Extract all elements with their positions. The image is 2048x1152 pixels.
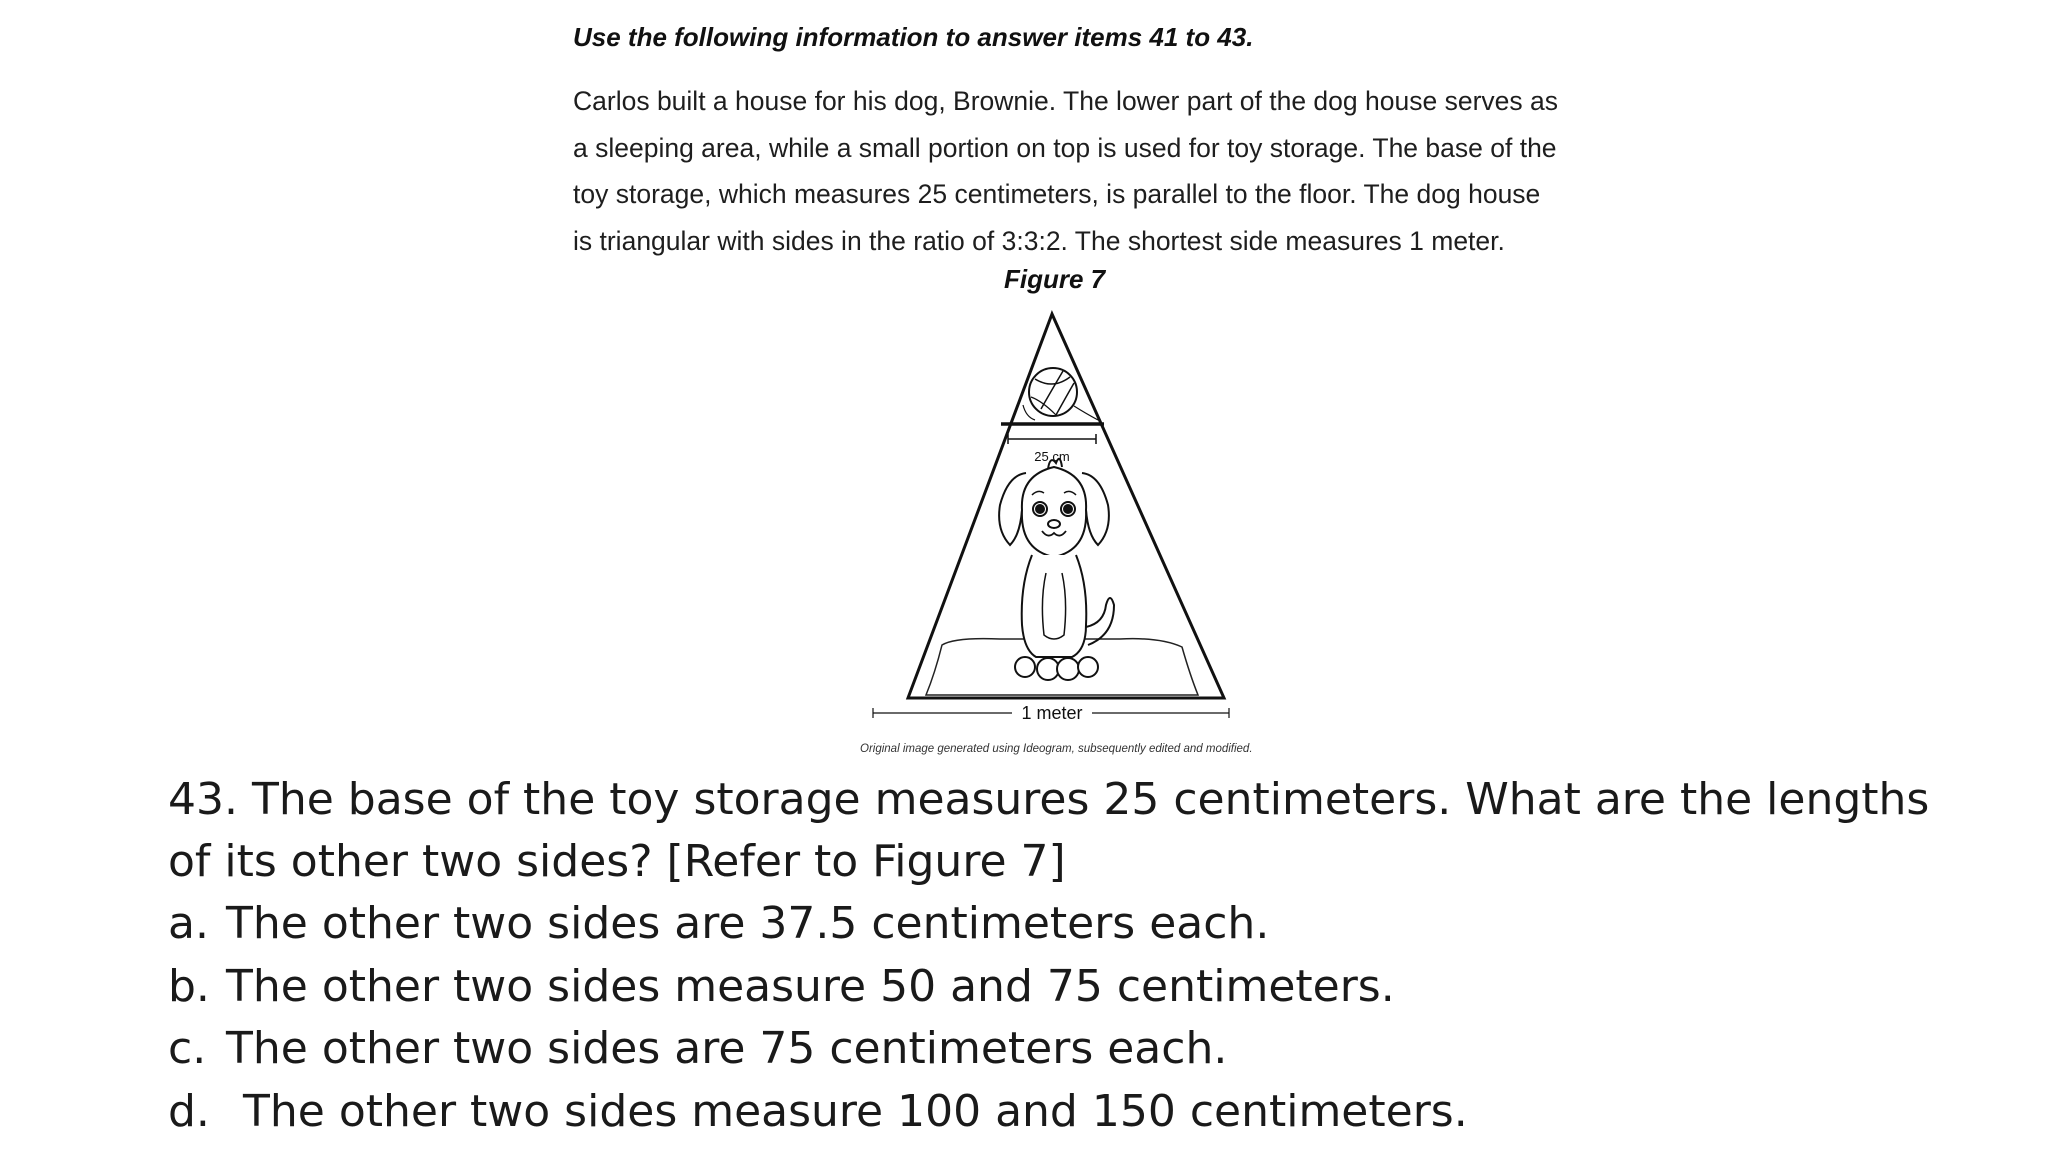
dog-house-figure [860,305,1240,725]
question-text [168,769,1968,893]
option-text: The other two sides measure 100 and 150 centimeters. [243,1085,1468,1137]
answer-options [168,893,1468,1143]
option-text: The other two sides measure 50 and 75 centimeters. [226,960,1395,1012]
dog-icon [999,459,1114,680]
option-text: The other two sides are 37.5 centimeters each. [226,898,1270,949]
option-letter: c. [168,1023,207,1074]
image-credit: Original image generated using Ideogram, subsequently edited and modified. [860,743,1253,755]
option-letter: b. [168,960,210,1012]
option-b[interactable] [168,956,1468,1019]
question-line: of its other two sides? [Refer to Figure 7] [168,836,1066,887]
base-length-label: 1 meter [1021,703,1083,723]
option-letter: a. [168,898,209,949]
option-letter: d. [168,1085,210,1137]
instruction-heading: Use the following information to answer items 41 to 43. [573,22,1254,52]
passage-text [573,78,1593,264]
toy-storage-shelf [1001,424,1104,444]
option-a[interactable] [168,893,1468,956]
passage-line: is triangular with sides in the ratio of 3:3:2. The shortest side measures 1 meter. [573,225,1505,256]
question-line: 43. The base of the toy storage measures 25 centimeters. What are the lengths [168,774,1930,825]
figure-caption: Figure 7 [1004,264,1106,294]
option-c[interactable] [168,1018,1468,1081]
passage-line: a sleeping area, while a small portion on top is used for toy storage. The base of the [573,132,1557,163]
option-text: The other two sides are 75 centimeters each. [226,1023,1228,1074]
storage-base-label: 25 cm [1034,449,1070,464]
passage-line: toy storage, which measures 25 centimeters, is parallel to the floor. The dog house [573,179,1541,209]
option-d[interactable] [168,1081,1468,1144]
passage-line: Carlos built a house for his dog, Brownie. The lower part of the dog house serves as [573,86,1558,116]
